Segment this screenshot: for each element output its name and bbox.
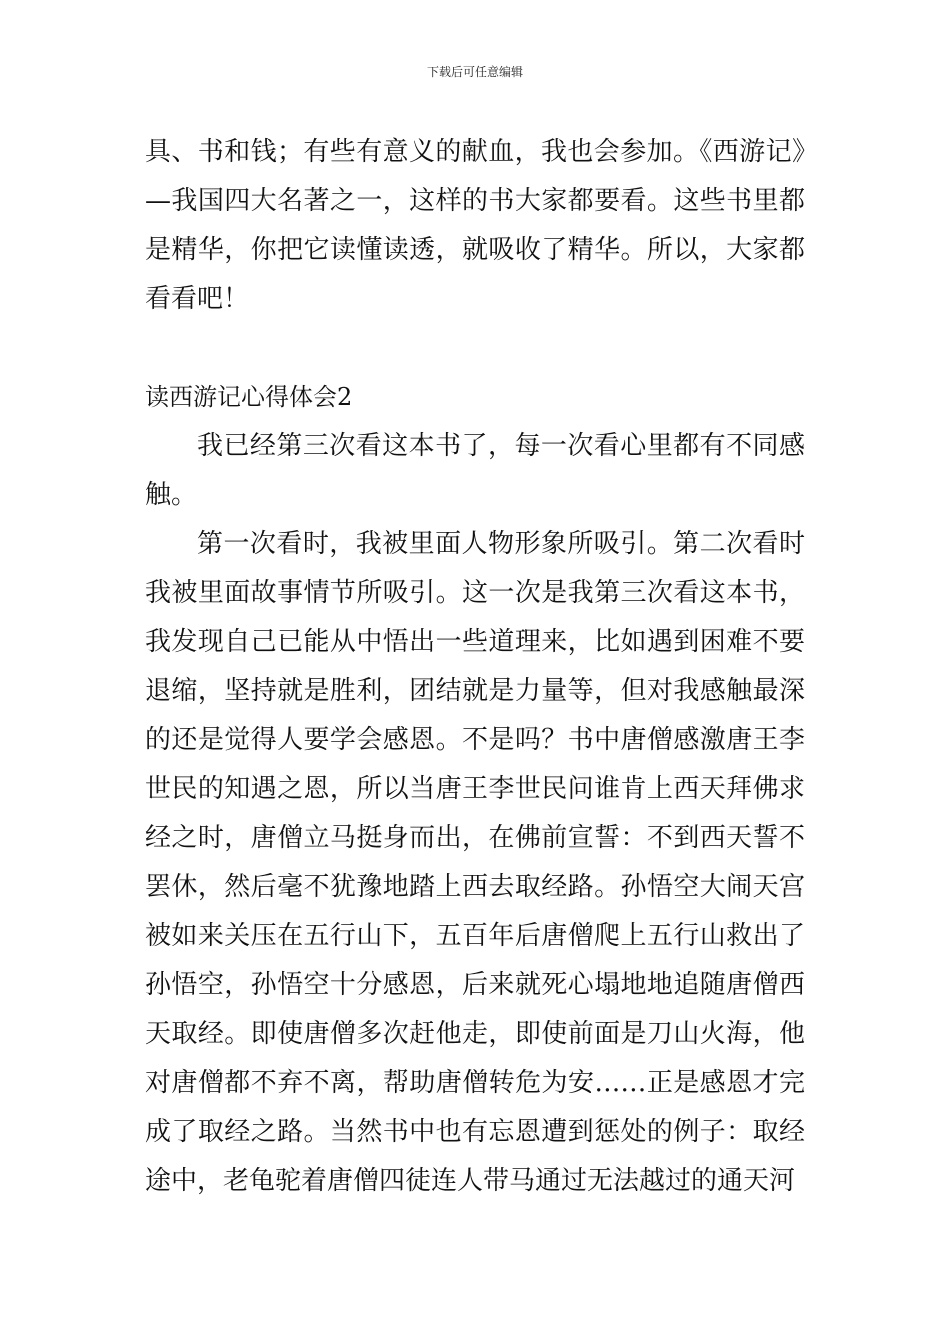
page-header: 下载后可任意编辑 (426, 65, 523, 79)
paragraph-intro: 我已经第三次看这本书了，每一次看心里都有不同感触。 (145, 431, 805, 510)
paragraph-continued: 具、书和钱；有些有意义的献血，我也会参加。《西游记》—我国四大名著之一，这样的书大家都要看。这些书里都是精华，你把它读懂读透，就吸收了精华。所以，大家都看看吧！ (145, 137, 805, 314)
paragraph-main: 第一次看时，我被里面人物形象所吸引。第二次看时我被里面故事情节所吸引。这一次是我第三次看这本书，我发现自己已能从中悟出一些道理来，比如遇到困难不要退缩，坚持就是胜利，团结就是力量等，但对我感触最深的还是觉得人要学会感恩。不是吗？书中唐僧感激唐王李世民的知遇之恩，所以当唐王李世民问谁肯上西天拜佛求经之时，唐僧立马挺身而出，在佛前宣誓：不到西天誓不罢休，然后毫不犹豫地踏上西去取经路。孙悟空大闹天宫被如来关压在五行山下，五百年后唐僧爬上五行山救出了孙悟空，孙悟空十分感恩，后来就死心塌地地追随唐僧西天取经。即使唐僧多次赶他走，即使前面是刀山火海，他对唐僧都不弃不离，帮助唐僧转危为安……正是感恩才完成了取经之路。当然书中也有忘恩遭到惩处的例子：取经途中，老龟驼着唐僧四徒连人带马通过无法越过的通天河 (145, 529, 805, 1196)
section-heading: 读西游记心得体会2 (145, 383, 353, 411)
document-body (145, 128, 805, 1206)
